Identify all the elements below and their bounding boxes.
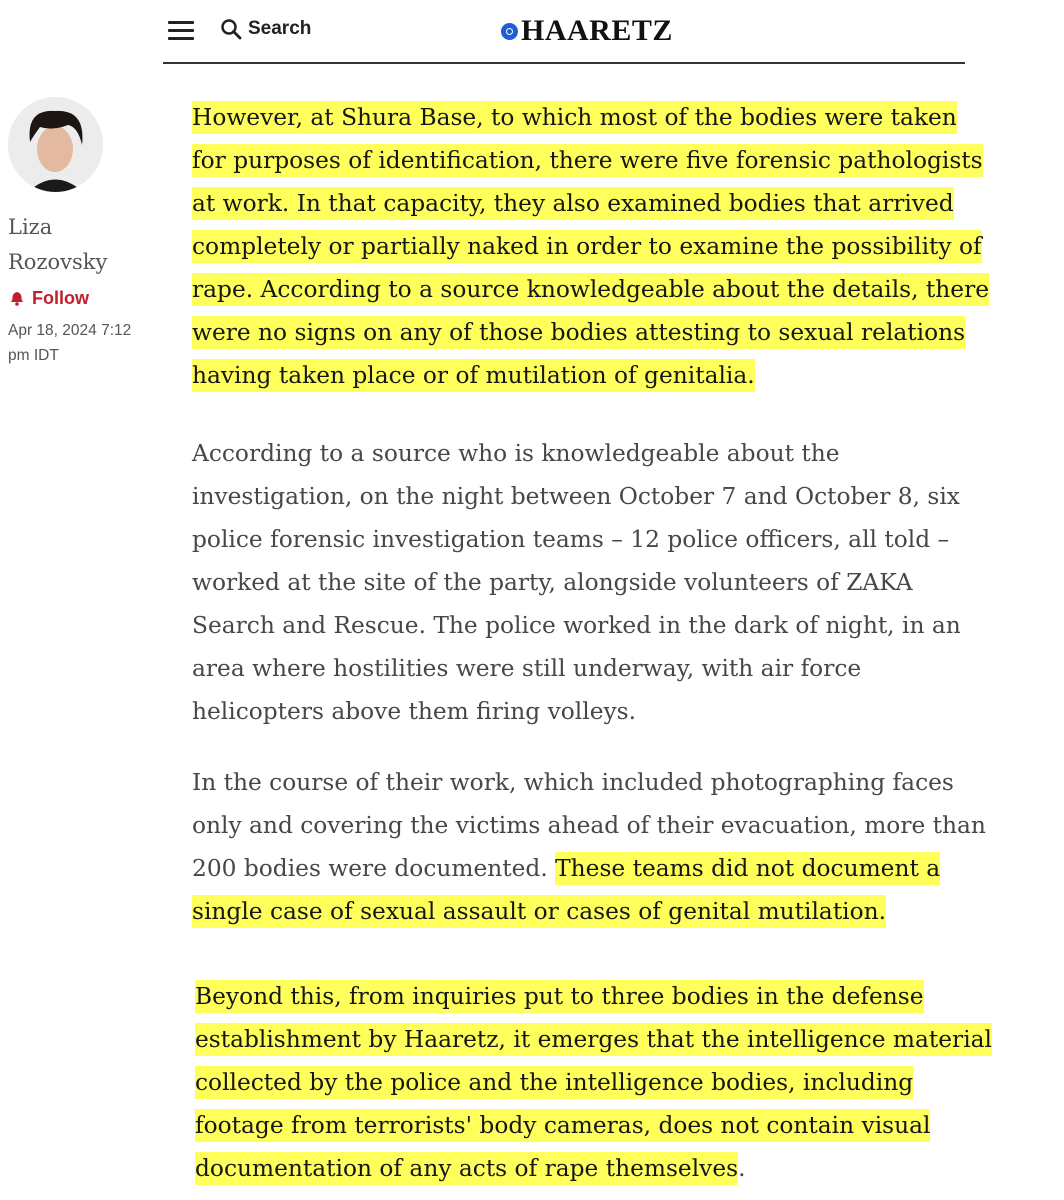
search-icon bbox=[220, 18, 242, 40]
body-text: 200 bodies were documented. bbox=[192, 855, 556, 882]
highlighted-text: for purposes of identification, there were five forensic pathologists bbox=[192, 144, 983, 177]
article-paragraph bbox=[192, 96, 989, 397]
body-text: According to a source who is knowledgeable about the bbox=[192, 440, 840, 467]
highlighted-text: These teams did not document a bbox=[555, 852, 940, 885]
paragraph-line bbox=[192, 475, 961, 518]
highlighted-text: having taken place or of mutilation of genitalia. bbox=[192, 359, 755, 392]
paragraph-line bbox=[195, 1147, 992, 1190]
search-label: Search bbox=[248, 18, 312, 39]
author-first-name[interactable]: Liza bbox=[8, 215, 53, 239]
highlighted-text: completely or partially naked in order to examine the possibility of bbox=[192, 230, 982, 263]
body-text: area where hostilities were still underway, with air force bbox=[192, 655, 862, 682]
paragraph-line bbox=[192, 139, 989, 182]
body-text: worked at the site of the party, alongside volunteers of ZAKA bbox=[192, 569, 913, 596]
date-line-2: pm IDT bbox=[8, 347, 59, 364]
site-header bbox=[163, 0, 965, 64]
article-paragraph bbox=[192, 761, 986, 933]
highlighted-text: However, at Shura Base, to which most of the bodies were taken bbox=[192, 101, 957, 134]
search-button[interactable] bbox=[220, 18, 311, 40]
body-text: In the course of their work, which included photographing faces bbox=[192, 769, 954, 796]
hamburger-menu-icon[interactable] bbox=[168, 21, 194, 41]
paragraph-line bbox=[192, 182, 989, 225]
paragraph-line bbox=[192, 890, 986, 933]
paragraph-line bbox=[192, 225, 989, 268]
paragraph-line bbox=[192, 354, 989, 397]
paragraph-line bbox=[192, 268, 989, 311]
highlighted-text: were no signs on any of those bodies attesting to sexual relations bbox=[192, 316, 965, 349]
paragraph-line bbox=[195, 1018, 992, 1061]
paragraph-line bbox=[192, 96, 989, 139]
body-text: . bbox=[738, 1155, 746, 1182]
highlighted-text: establishment by Haaretz, it emerges that the intelligence material bbox=[195, 1023, 992, 1056]
date-line-1: Apr 18, 2024 7:12 bbox=[8, 322, 132, 339]
paragraph-line bbox=[192, 432, 961, 475]
body-text: police forensic investigation teams – 12 police officers, all told – bbox=[192, 526, 950, 553]
follow-label: Follow bbox=[32, 288, 89, 308]
body-text: Search and Rescue. The police worked in the dark of night, in an bbox=[192, 612, 961, 639]
haaretz-logo[interactable] bbox=[501, 14, 673, 48]
highlighted-text: footage from terrorists' body cameras, does not contain visual bbox=[195, 1109, 930, 1142]
paragraph-line bbox=[195, 1104, 992, 1147]
logo-text: HAARETZ bbox=[521, 14, 673, 47]
paragraph-line bbox=[192, 518, 961, 561]
follow-button[interactable] bbox=[10, 288, 89, 309]
body-text: helicopters above them firing volleys. bbox=[192, 698, 637, 725]
highlighted-text: documentation of any acts of rape themselves bbox=[195, 1152, 738, 1185]
author-name[interactable] bbox=[8, 210, 107, 280]
author-last-name[interactable]: Rozovsky bbox=[8, 250, 108, 274]
paragraph-line bbox=[192, 847, 986, 890]
paragraph-line bbox=[195, 1061, 992, 1104]
paragraph-line bbox=[192, 804, 986, 847]
paragraph-line bbox=[192, 311, 989, 354]
paragraph-line bbox=[192, 761, 986, 804]
publish-date bbox=[8, 318, 158, 368]
body-text: only and covering the victims ahead of their evacuation, more than bbox=[192, 812, 986, 839]
highlighted-text: rape. According to a source knowledgeable about the details, there bbox=[192, 273, 989, 306]
highlighted-text: Beyond this, from inquiries put to three bodies in the defense bbox=[195, 980, 924, 1013]
article-paragraph bbox=[192, 432, 961, 733]
author-photo bbox=[8, 97, 103, 192]
article-paragraph bbox=[195, 975, 992, 1190]
paragraph-line bbox=[192, 604, 961, 647]
paragraph-line bbox=[192, 690, 961, 733]
logo-mark-icon bbox=[501, 23, 518, 40]
highlighted-text: collected by the police and the intelligence bodies, including bbox=[195, 1066, 913, 1099]
paragraph-line bbox=[195, 975, 992, 1018]
highlighted-text: at work. In that capacity, they also examined bodies that arrived bbox=[192, 187, 954, 220]
paragraph-line bbox=[192, 561, 961, 604]
body-text: investigation, on the night between October 7 and October 8, six bbox=[192, 483, 960, 510]
bell-icon bbox=[10, 291, 24, 306]
paragraph-line bbox=[192, 647, 961, 690]
highlighted-text: single case of sexual assault or cases of genital mutilation. bbox=[192, 895, 886, 928]
author-avatar[interactable] bbox=[8, 97, 103, 192]
